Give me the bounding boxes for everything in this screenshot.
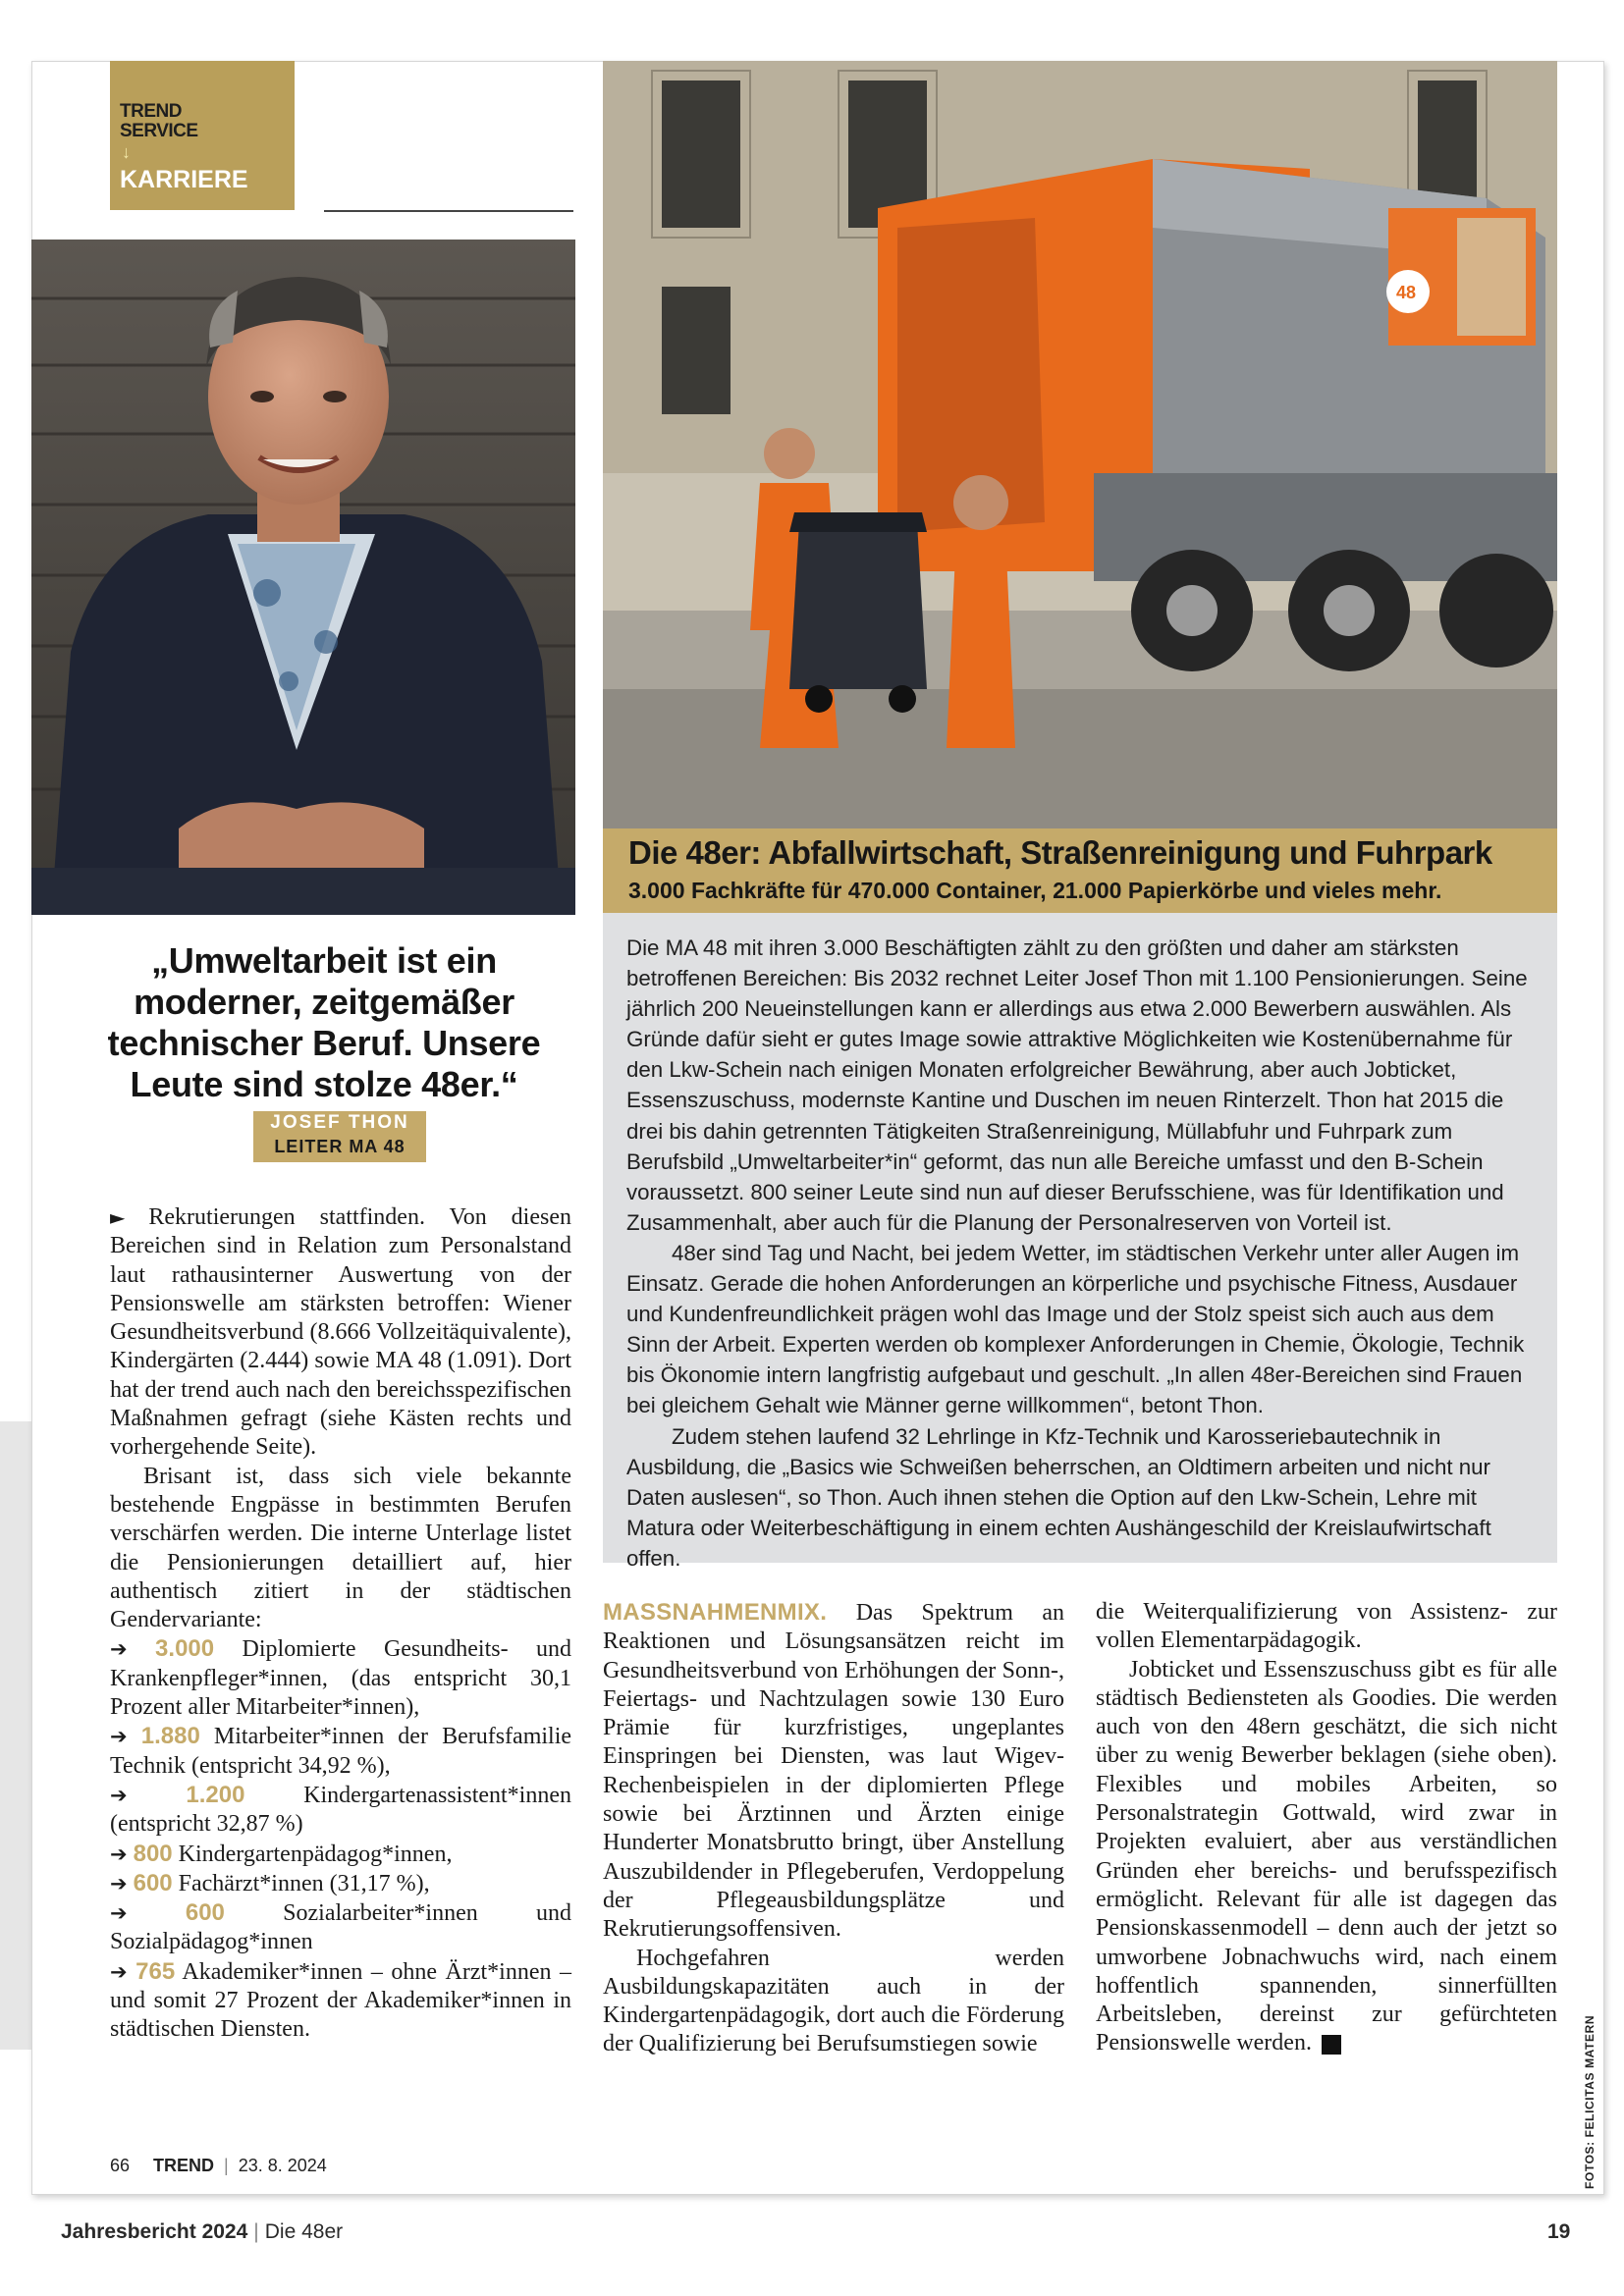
list-text: Kindergartenpädagog*innen, — [178, 1841, 453, 1867]
article-text: Rekrutierungen stattfinden. Von diesen Bereichen sind in Relation zum Personalstand laut rathausinterner Auswertung von der Pensionswelle am stärksten betroffen: Wiener Gesundheitsverbund (8.666 Vollzeitäquivalente), Kindergärten (2.444) sowie MA 48 (1.091). Dort hat der trend auch nach den bereichsspezifischen Maßnahmen gefragt (siehe Kästen rechts und vorhergehende Seite). — [110, 1204, 571, 1461]
article-paragraph: Brisant ist, dass sich viele bekannte bestehende Engpässe in bestimmten Berufen verschärfen werden. Die interne Unterlage listet die Pensionierungen detailliert auf, hier authentisch zitiert in der städtischen Gendervariante: — [110, 1463, 571, 1633]
list-number: 800 — [133, 1840, 173, 1867]
pension-list — [110, 1634, 571, 2044]
caption-title: Die 48er: Abfallwirtschaft, Straßenreinigung und Fuhrpark — [628, 834, 1492, 871]
portrait-photo — [31, 240, 575, 915]
list-text: Kindergartenassistent*innen (entspricht 32,87 %) — [110, 1782, 571, 1838]
article-paragraph: die Weiterqualifizierung von Assistenz- zur vollen Elementarpädagogik. — [1096, 1599, 1557, 1654]
arrow-icon: ➔ — [110, 1901, 128, 1926]
list-number: 600 — [133, 1869, 173, 1896]
list-item — [110, 1869, 571, 1898]
quote-role: LEITER MA 48 — [274, 1137, 406, 1156]
folio-date: 23. 8. 2024 — [238, 2156, 327, 2175]
section-badge — [110, 61, 295, 210]
info-box-body — [626, 933, 1538, 1574]
caption-subtitle: 3.000 Fachkräfte für 470.000 Container, 21.000 Papierkörbe und vieles mehr. — [628, 878, 1442, 903]
svg-text:48: 48 — [1396, 283, 1417, 302]
section-lead: MASSNAHMENMIX. — [603, 1599, 828, 1626]
arrow-icon: ➔ — [110, 1725, 128, 1749]
list-item — [110, 1634, 571, 1722]
info-paragraph: Zudem stehen laufend 32 Lehrlinge in Kfz-Technik und Karosseriebautechnik in Ausbildung, die „Basics wie Schweißen beherrschen, an Oldtimern arbeiten und nicht nur Daten auslesen“, so Thon. Auch ihnen stehen die Option auf den Lkw-Schein, Lehre mit Matura oder Weiterbeschäftigung in einem echten Aushängeschild der Kreislaufwirtschaft offen. — [626, 1423, 1491, 1571]
list-number: 3.000 — [155, 1635, 215, 1663]
article-paragraph: Hochgefahren werden Ausbildungskapazitäten auch in der Kindergartenpädagogik, dort auch die Förderung der Qualifizierung bei Berufsumstiegen sowie — [603, 1945, 1064, 2057]
list-text: Mitarbeiter*innen der Berufsfamilie Technik (entspricht 34,92 %), — [110, 1724, 572, 1779]
list-item — [110, 1781, 571, 1840]
badge-line-service: SERVICE — [120, 121, 198, 141]
footer-report: Jahresbericht 2024 — [61, 2220, 248, 2243]
list-number: 1.880 — [140, 1723, 200, 1750]
list-text: Diplomierte Gesundheits- und Krankenpfleger*innen, (das entspricht 30,1 Prozent aller Mitarbeiter*innen), — [110, 1636, 572, 1721]
folio-page: 66 — [110, 2156, 131, 2175]
article-paragraph — [1096, 1656, 1557, 2058]
folio — [110, 2156, 327, 2176]
quote-name: JOSEF THON — [270, 1112, 409, 1133]
header-rule — [324, 210, 573, 212]
folio-magazine: TREND — [153, 2156, 215, 2175]
page-number: 19 — [1547, 2220, 1571, 2243]
hero-illustration — [603, 61, 1557, 828]
list-number: 1.200 — [186, 1781, 245, 1808]
photo-credit — [1577, 2014, 1597, 2199]
badge-line-karriere: KARRIERE — [120, 166, 248, 193]
ma48-info-box — [603, 913, 1557, 1571]
page-footer — [61, 2220, 343, 2244]
list-number: 600 — [185, 1899, 225, 1927]
list-item — [110, 1957, 571, 2045]
hero-photo-garbage-truck — [603, 61, 1557, 828]
photo-credit-text: FOTOS: FELICITAS MATERN — [1583, 2014, 1597, 2189]
list-text: Sozialarbeiter*innen und Sozialpädagog*innen — [110, 1900, 571, 1955]
list-text: Fachärzt*innen (31,17 %), — [178, 1870, 430, 1896]
arrow-icon: ➔ — [110, 1959, 128, 1984]
list-item — [110, 1840, 571, 1869]
article-column-1 — [110, 1203, 571, 2045]
list-item — [110, 1898, 571, 1957]
list-text: Akademiker*innen – ohne Ärzt*innen – und somit 27 Prozent der Akademiker*innen in städtischen Diensten. — [110, 1958, 571, 2043]
article-paragraph — [603, 1598, 1064, 1945]
badge-arrow-icon: ↓ — [122, 142, 131, 162]
portrait-illustration — [31, 240, 575, 915]
arrow-icon: ➔ — [110, 1871, 128, 1896]
photo-caption — [603, 828, 1557, 913]
info-paragraph: Die MA 48 mit ihren 3.000 Beschäftigten zählt zu den größten und daher am stärksten betroffenen Bereichen: Bis 2032 rechnet Leiter Josef Thon mit 1.100 Pensionierungen. Seine jährlich 200 Neueinstellungen kann er allerdings aus etwa 2.000 Bewerbern auswählen. Als Gründe dafür sieht er gutes Image sowie attraktive Möglichkeiten wie Kostenübernahme für den Lkw-Schein nach einigen Monaten erfolgreicher Bewährung, aber auch Jobticket, Essenszuschuss, modernste Kantine und Duschen im neuen Rinterzelt. Thon hat 2015 die drei bis dahin getrennten Tätigkeiten Straßenreinigung, Müllabfuhr und Fuhrpark zum Berufsbild „Umweltarbeiter*in“ geformt, das nun alle Bereiche umfasst und den B-Schein voraussetzt. 800 seiner Leute sind nun auf dieser Berufsschiene, was für Identifikation und Zusammenhalt, aber auch für die Planung der Personalreserven von Vorteil ist. — [626, 935, 1528, 1235]
article-column-3 — [1096, 1598, 1557, 2058]
info-paragraph: 48er sind Tag und Nacht, bei jedem Wetter, im städtischen Verkehr unter aller Augen im Einsatz. Gerade die hohen Anforderungen an körperliche und psychische Fitness, Ausdauer und Kundenfreundlichkeit prägen wohl das Image und der Stolz speist sich auch aus dem Sinn der Arbeit. Experten werden ob komplexer Anforderungen in Chemie, Ökologie, Technik bis Ökonomie intern langfristig aufgebaut und geschult. „In allen 48er-Bereichen sind Frauen bei gleichem Gehalt wie Männer gerne willkommen“, betont Thon. — [626, 1240, 1525, 1418]
arrow-icon: ➔ — [110, 1637, 128, 1662]
article-text: Das Spektrum an Reaktionen und Lösungsansätzen reicht im Gesundheitsverbund von Erhöhungen der Sonn-, Feiertags- und Nachtzulagen sowie 130 Euro Prämie für kurzfristiges, ungeplantes Einspringen bei Diensten, was laut Wigev-Rechenbeispielen in der diplomierten Pflege sowie bei Ärztinnen und Ärzten einige Hunderter Monatsbrutto bringt, über Anstellung Auszubildender in Pflegeberufen, Verdoppelung der Pflegeausbildungsplätze und Rekrutierungsoffensiven. — [603, 1600, 1065, 1943]
folio-separator: | — [224, 2156, 229, 2175]
article-column-2 — [603, 1598, 1064, 2059]
list-number: 765 — [135, 1957, 176, 1985]
quote-attribution — [253, 1111, 426, 1162]
article-text: Jobticket und Essenszuschuss gibt es für alle städtisch Bediensteten als Goodies. Die werden auch von den 48ern geschätzt, die sich nicht über zu wenig Bewerber beklagen (siehe oben). Flexibles und mobiles Arbeiten, so Personalstrategin Gottwald, wird zwar in Projekten evaluiert, aber aus verständlichen Gründen eher bereichs- und berufsspezifisch ermöglicht. Relevant für alle ist dagegen das Pensionskassenmodell – denn auch der jetzt so umworbene Jobnachwuchs wird, nach einem hoffentlich spannenden, sinnerfüllten Arbeitsleben, dereinst zur gefürchteten Pensionswelle werden. — [1096, 1656, 1557, 2056]
article-paragraph — [110, 1203, 571, 1463]
end-mark-icon: T — [1322, 2035, 1341, 2055]
continuation-arrow-icon: ► — [110, 1205, 126, 1229]
arrow-icon: ➔ — [110, 1783, 128, 1807]
list-item — [110, 1722, 571, 1781]
footer-section: Die 48er — [264, 2220, 344, 2243]
pull-quote: „Umweltarbeit ist ein moderner, zeitgemäßer technischer Beruf. Unsere Leute sind stolze 48er.“ — [107, 940, 541, 1104]
arrow-icon: ➔ — [110, 1842, 128, 1866]
badge-line-trend: TREND — [120, 101, 182, 122]
footer-separator: | — [253, 2220, 259, 2243]
